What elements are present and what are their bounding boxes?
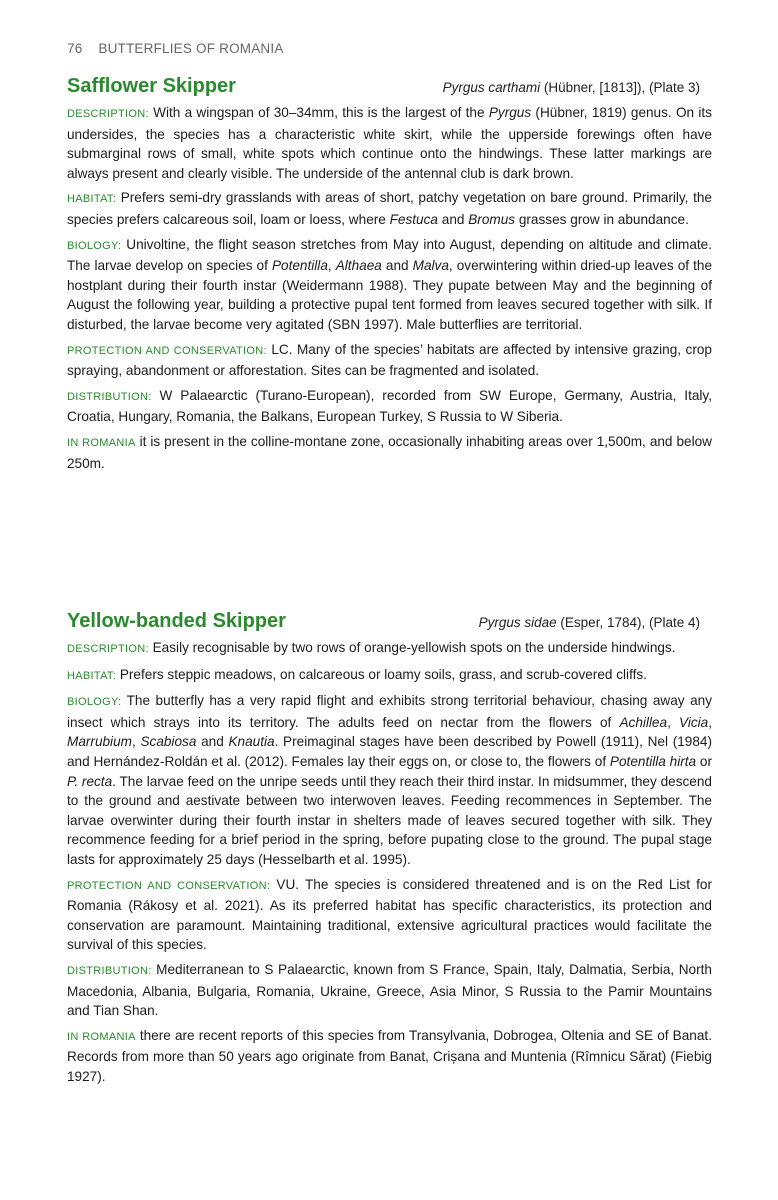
species-sections bbox=[67, 103, 712, 473]
species-common-name: Safflower Skipper bbox=[67, 75, 236, 97]
body-text: and bbox=[196, 734, 229, 750]
body-text: or bbox=[696, 753, 712, 769]
section-label: PROTECTION AND CONSERVATION: bbox=[67, 879, 271, 892]
body-text: Prefers semi-dry grasslands with areas of short, patchy vegetation on bare ground. Primarily, the species prefers calcareous soil, loam or loess, where bbox=[67, 190, 712, 227]
section-label: DESCRIPTION: bbox=[67, 643, 149, 655]
section-label: DESCRIPTION: bbox=[67, 108, 149, 120]
body-text: VU. The species is considered threatened and is on the Red List for Romania (Rákosy et al. 2021). As its preferred habitat has specific characteristics, its protection and conservation are paramount. Maintaining traditional, extensive agricultural practices would facilitate the survival of this species. bbox=[67, 876, 712, 953]
species-entry-yellow-banded-skipper bbox=[67, 610, 712, 1091]
species-scientific-name: Pyrgus sidae bbox=[478, 615, 557, 630]
body-text: , bbox=[667, 714, 679, 730]
body-text: it is present in the colline-montane zone, occasionally inhabiting areas over 1,500m, and below 250m. bbox=[67, 433, 712, 471]
body-text: . Preimaginal stages have been described by Powell (1911), Nel (1984) and Hernández-Roldán et al. (2012). Females lay their eggs on, or close to, the flowers of bbox=[67, 734, 712, 769]
section-label: HABITAT: bbox=[67, 669, 117, 682]
body-text: (Hübner, 1819) genus. On its undersides, the species has a characteristic white skirt, while the upperside forewings often have submarginal rows of small, white spots which continue onto the hindwings. These latter markings are always present and clearly visible. The underside of the antennal club is dark brown. bbox=[67, 105, 712, 181]
body-text: W Palaearctic (Turano-European), recorded from SW Europe, Germany, Austria, Italy, Croatia, Hungary, Romania, the Balkans, European Turkey, S Russia to W Siberia. bbox=[67, 387, 712, 425]
page-number: 76 bbox=[67, 41, 83, 56]
taxon-name: Malva bbox=[412, 258, 449, 274]
running-title: BUTTERFLIES OF ROMANIA bbox=[98, 41, 284, 56]
body-text: , bbox=[708, 714, 712, 730]
section-distribution bbox=[67, 960, 712, 1021]
section-label: BIOLOGY: bbox=[67, 239, 122, 252]
species-entry-safflower-skipper bbox=[67, 75, 712, 478]
taxon-name: Bromus bbox=[468, 211, 516, 227]
body-text: Easily recognisable by two rows of orange-yellowish spots on the underside hindwings. bbox=[148, 640, 676, 655]
species-common-name: Yellow-banded Skipper bbox=[67, 610, 286, 632]
section-habitat bbox=[67, 665, 712, 687]
taxon-name: Potentilla hirta bbox=[609, 753, 697, 769]
body-text: The butterfly has a very rapid flight and exhibits strong territorial behaviour, chasing away any insect which strays into its territory. The adults feed on nectar from the flowers of bbox=[67, 693, 712, 730]
taxon-name: Potentilla bbox=[271, 258, 328, 274]
body-text: . The larvae feed on the unripe seeds until they reach their third instar. In midsummer, they descend to the ground and aestivate between two interwoven leaves. Feeding recommences in September. The larvae overwinter during their fourth instar in shelters made of leaves secured together with silk. They recommence feeding for a brief period in the spring, before pupating close to the ground. The pupal stage lasts for approximately 25 days (Hesselbarth et al. 1995). bbox=[67, 773, 712, 867]
body-text: , bbox=[131, 734, 141, 750]
body-text: , bbox=[327, 258, 336, 274]
section-biology bbox=[67, 235, 712, 335]
section-protection-and-conservation bbox=[67, 340, 712, 381]
section-description bbox=[67, 638, 712, 660]
section-label: DISTRIBUTION: bbox=[67, 390, 152, 403]
section-distribution bbox=[67, 386, 712, 427]
species-scientific-line bbox=[443, 80, 700, 95]
section-label: BIOLOGY: bbox=[67, 696, 122, 709]
section-label: IN ROMANIA bbox=[67, 436, 136, 449]
taxon-name: Knautia bbox=[228, 734, 275, 750]
species-authority: (Esper, 1784), (Plate 4) bbox=[560, 615, 700, 630]
section-label: DISTRIBUTION: bbox=[67, 964, 152, 977]
taxon-name: Scabiosa bbox=[140, 734, 197, 750]
body-text: and bbox=[437, 211, 469, 227]
body-text: and bbox=[381, 258, 413, 274]
taxon-name: Achillea bbox=[619, 714, 668, 730]
taxon-name: P. recta bbox=[67, 773, 113, 789]
section-label: IN ROMANIA bbox=[67, 1030, 136, 1043]
section-in-romania bbox=[67, 432, 712, 473]
species-scientific-line bbox=[479, 615, 700, 630]
species-scientific-name: Pyrgus carthami bbox=[442, 80, 541, 95]
body-text: Prefers steppic meadows, on calcareous or loamy soils, grass, and scrub-covered cliffs. bbox=[116, 666, 647, 682]
body-text: there are recent reports of this species from Transylvania, Dobrogea, Oltenia and SE of Banat. Records from more than 50 years ago originate from Banat, Crișana and Muntenia (Rîmnicu Sărat) (Fiebig 1927). bbox=[67, 1027, 712, 1084]
taxon-name: Pyrgus bbox=[488, 105, 532, 120]
body-text: Univoltine, the flight season stretches from May into August, depending on altitude and climate. The larvae develop on species of bbox=[67, 236, 712, 274]
taxon-name: Vicia bbox=[679, 714, 709, 730]
body-text: , overwintering within dried-up leaves of the hostplant during their fourth instar (Weidermann 1988). They pupate between May and the beginning of August the following year, building a protective pupal tent formed from leaves secured together with silk. If disturbed, the larvae become very agitated (SBN 1997). Male butterflies are territorial. bbox=[67, 258, 713, 332]
species-title-row bbox=[67, 610, 712, 633]
species-authority: (Hübner, [1813]), (Plate 3) bbox=[543, 80, 700, 95]
section-habitat bbox=[67, 188, 712, 229]
section-description bbox=[67, 103, 712, 183]
species-title-row bbox=[67, 75, 712, 98]
body-text: With a wingspan of 30–34mm, this is the largest of the bbox=[148, 105, 489, 120]
taxon-name: Marrubium bbox=[67, 734, 132, 750]
species-sections bbox=[67, 638, 712, 1086]
section-label: HABITAT: bbox=[67, 193, 117, 206]
running-header bbox=[67, 41, 284, 56]
section-protection-and-conservation bbox=[67, 875, 712, 955]
section-in-romania bbox=[67, 1026, 712, 1087]
body-text: Mediterranean to S Palaearctic, known from S France, Spain, Italy, Dalmatia, Serbia, North Macedonia, Albania, Bulgaria, Romania, Ukraine, Greece, Asia Minor, S Russia to the Pamir Mountains and Tian Shan. bbox=[67, 961, 712, 1019]
body-text: LC. Many of the species’ habitats are affected by intensive grazing, crop spraying, abandonment or afforestation. Sites can be fragmented and isolated. bbox=[67, 341, 712, 379]
section-label: PROTECTION AND CONSERVATION: bbox=[67, 344, 267, 357]
body-text: grasses grow in abundance. bbox=[515, 211, 689, 227]
taxon-name: Festuca bbox=[389, 211, 438, 227]
section-biology bbox=[67, 691, 712, 869]
taxon-name: Althaea bbox=[335, 258, 382, 274]
